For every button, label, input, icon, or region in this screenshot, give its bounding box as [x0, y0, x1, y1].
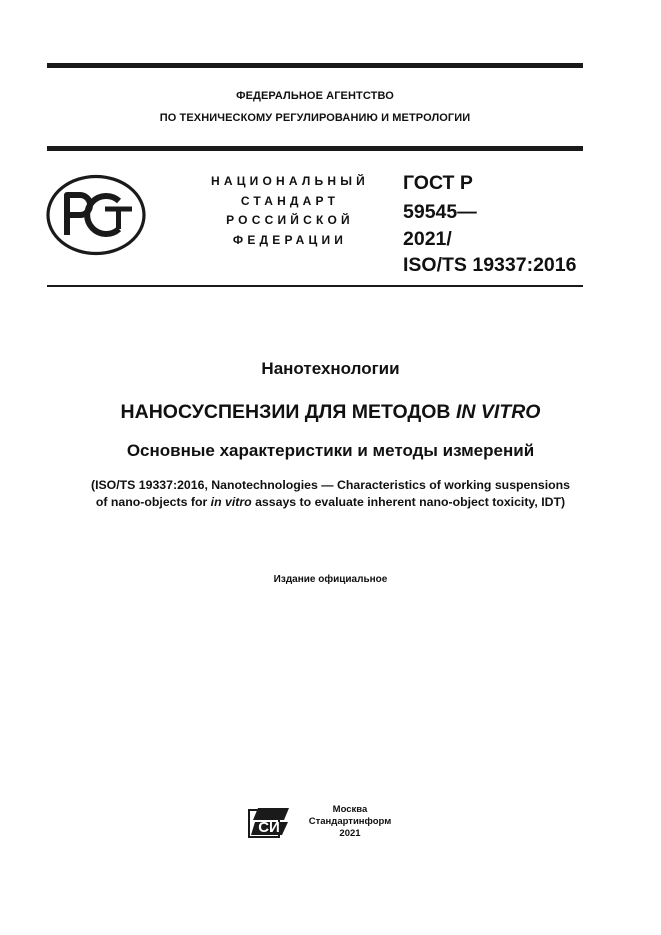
header-rule: [47, 146, 583, 151]
standartinform-logo-icon: [248, 806, 290, 838]
standard-type-line-4: ФЕДЕРАЦИИ: [232, 233, 348, 247]
english-line-2-italic: in vitro: [210, 495, 252, 509]
standard-type-line-1: НАЦИОНАЛЬНЫЙ: [210, 174, 370, 188]
designation-line-4: ISO/TS 19337:2016: [403, 254, 577, 276]
agency-line-2: ПО ТЕХНИЧЕСКОМУ РЕГУЛИРОВАНИЮ И МЕТРОЛОГИИ: [159, 112, 471, 124]
agency-line-1: ФЕДЕРАЛЬНОЕ АГЕНТСТВО: [236, 90, 394, 102]
gost-logo-icon: [45, 173, 147, 257]
title-main: [0, 401, 661, 424]
standard-type-line-3: РОССИЙСКОЙ: [226, 213, 354, 227]
edition-label: Издание официальное: [273, 574, 388, 585]
designation-line-3: 2021/: [403, 228, 452, 250]
designation-line-1: ГОСТ Р: [403, 172, 473, 194]
title-sub: Основные характеристики и методы измерений: [126, 441, 535, 460]
title-main-text: НАНОСУСПЕНЗИИ ДЛЯ МЕТОДОВ: [120, 401, 451, 423]
title-main-italic: IN VITRO: [455, 401, 541, 423]
title-field: Нанотехнологии: [261, 359, 400, 378]
top-rule: [47, 63, 583, 68]
publisher-city: Москва: [332, 804, 368, 815]
publisher-year: 2021: [339, 828, 361, 839]
english-title-line-2: [0, 494, 661, 511]
english-line-2-pre: of nano-objects for: [95, 495, 208, 509]
publisher-name: Стандартинформ: [308, 816, 392, 827]
standard-type-line-2: СТАНДАРТ: [240, 194, 340, 208]
designation-line-2: 59545—: [403, 201, 477, 223]
english-line-2-post: assays to evaluate inherent nano-object toxicity, IDT): [255, 495, 566, 509]
svg-text:СИ: СИ: [258, 819, 280, 836]
english-title-line-1: (ISO/TS 19337:2016, Nanotechnologies — Characteristics of working suspensions: [90, 478, 571, 492]
designation-rule: [47, 285, 583, 287]
